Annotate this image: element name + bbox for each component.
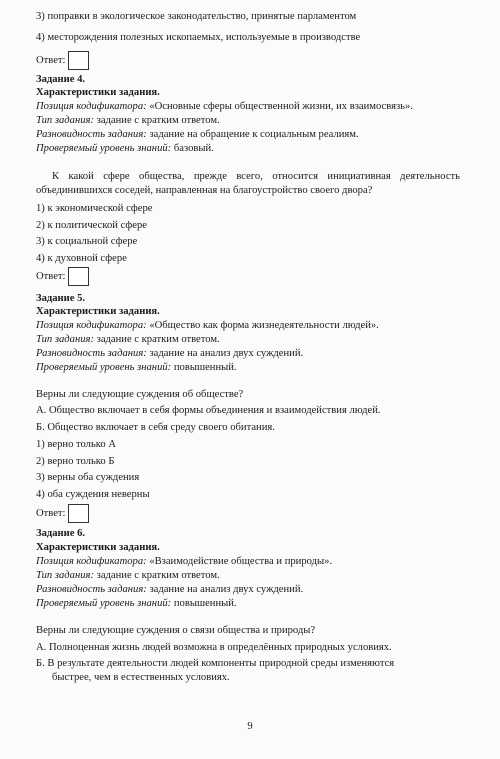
answer-row-task3 [36, 51, 89, 70]
answer-label: Ответ: [36, 270, 66, 282]
task4-codifier: Позиция кодификатора: «Основные сферы общественной жизни, их взаимосвязь». [36, 101, 413, 112]
task6-title: Задание 6. [36, 528, 86, 539]
answer-row-task4 [36, 267, 89, 286]
task6-level: Проверяемый уровень знаний: повышенный. [36, 598, 237, 609]
task6-variety: Разновидность задания: задание на анализ двух суждений. [36, 584, 304, 595]
task6-char-title: Характеристики задания. [36, 542, 160, 553]
task5-question: Верны ли следующие суждения об обществе? [36, 389, 244, 400]
task6-judgement-b-line1: Б. В результате деятельности людей компоненты природной среды изменяются [36, 658, 395, 669]
task5-type: Тип задания: задание с кратким ответом. [36, 334, 220, 345]
task6-question: Верны ли следующие суждения о связи общества и природы? [36, 625, 316, 636]
task6-judgement-b-line2: быстрее, чем в естественных условиях. [52, 672, 230, 683]
task4-type: Тип задания: задание с кратким ответом. [36, 115, 220, 126]
task5-option-4: 4) оба суждения неверны [36, 489, 150, 500]
task6-codifier: Позиция кодификатора: «Взаимодействие общества и природы». [36, 556, 333, 567]
task6-judgement-a: А. Полноценная жизнь людей возможна в определённых природных условиях. [36, 642, 392, 653]
answer-row-task5 [36, 504, 89, 523]
task5-codifier: Позиция кодификатора: «Общество как форма жизнедеятельности людей». [36, 320, 379, 331]
task5-title: Задание 5. [36, 293, 86, 304]
answer-box[interactable] [68, 504, 89, 523]
task4-question-line1: К какой сфере общества, прежде всего, относится инициативная деятельность [52, 171, 460, 182]
task4-option-2: 2) к политической сфере [36, 220, 147, 231]
task4-question-line2: объединившихся соседей, направленная на благоустройство своего двора? [36, 185, 373, 196]
task4-option-4: 4) к духовной сфере [36, 253, 127, 264]
page-number: 9 [247, 721, 253, 732]
task4-option-1: 1) к экономической сфере [36, 203, 153, 214]
answer-label: Ответ: [36, 54, 66, 66]
task4-variety: Разновидность задания: задание на обращение к социальным реалиям. [36, 129, 359, 140]
task5-option-3: 3) верны оба суждения [36, 472, 140, 483]
task6-type: Тип задания: задание с кратким ответом. [36, 570, 220, 581]
task5-level: Проверяемый уровень знаний: повышенный. [36, 362, 237, 373]
answer-label: Ответ: [36, 507, 66, 519]
task5-judgement-a: А. Общество включает в себя формы объединения и взаимодействия людей. [36, 405, 381, 416]
task5-char-title: Характеристики задания. [36, 306, 160, 317]
task4-option-3: 3) к социальной сфере [36, 236, 138, 247]
task5-judgement-b: Б. Общество включает в себя среду своего обитания. [36, 422, 275, 433]
top-option-3: 3) поправки в экологическое законодательство, принятые парламентом [36, 11, 357, 22]
task5-option-2: 2) верно только Б [36, 456, 115, 467]
answer-box[interactable] [68, 267, 89, 286]
answer-box[interactable] [68, 51, 89, 70]
top-option-4: 4) месторождения полезных ископаемых, используемые в производстве [36, 32, 361, 43]
task5-option-1: 1) верно только А [36, 439, 116, 450]
task4-level: Проверяемый уровень знаний: базовый. [36, 143, 214, 154]
task4-char-title: Характеристики задания. [36, 87, 160, 98]
task4-title: Задание 4. [36, 74, 86, 85]
task5-variety: Разновидность задания: задание на анализ двух суждений. [36, 348, 304, 359]
